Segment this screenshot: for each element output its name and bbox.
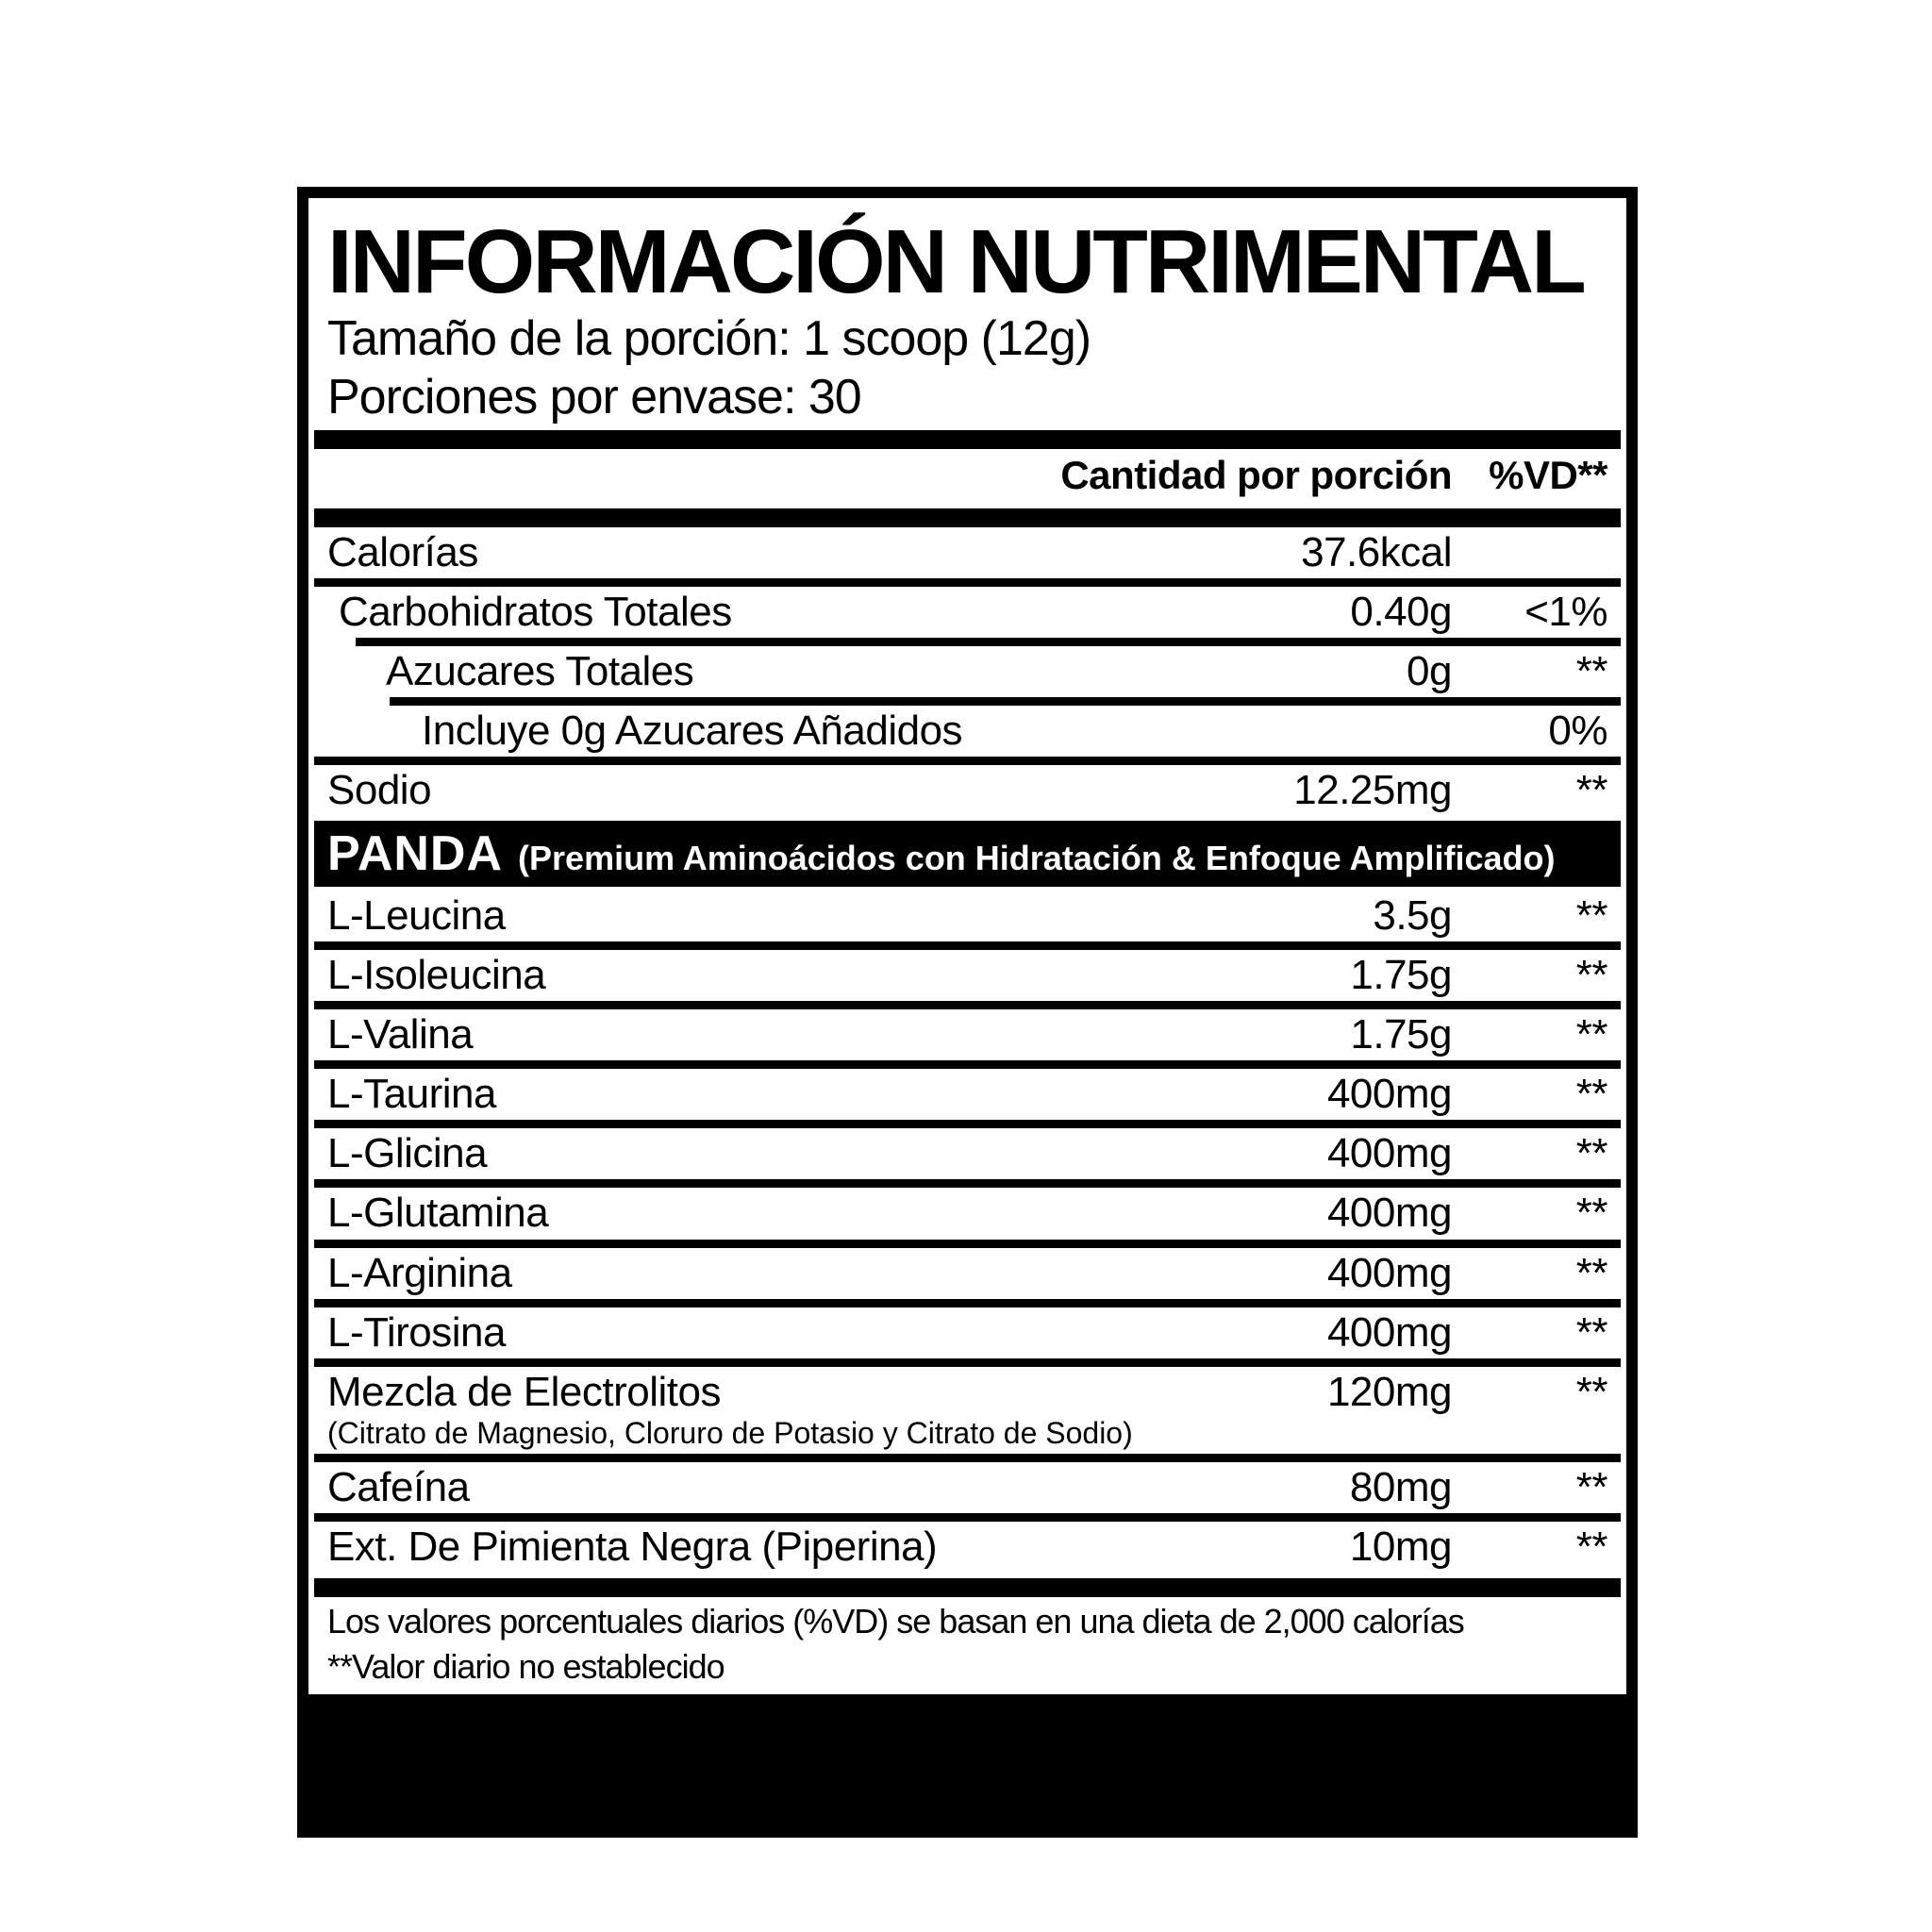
row-amount: 80mg — [1349, 1463, 1452, 1510]
row-amount: 3.5g — [1373, 891, 1452, 939]
row-separator — [356, 638, 1621, 646]
row-separator — [314, 1120, 1621, 1128]
row-amount: 1.75g — [1350, 1010, 1452, 1058]
row-amount: 0g — [1407, 647, 1452, 694]
table-row — [327, 587, 1607, 638]
servings-per-container-line: Porciones por envase: 30 — [327, 370, 861, 425]
row-name: L-Glutamina — [327, 1190, 549, 1237]
row-name — [327, 1371, 1327, 1450]
column-header-amount: Cantidad por porción — [1060, 453, 1452, 498]
row-name: L-Isoleucina — [327, 951, 546, 998]
row-name: Calorías — [327, 528, 478, 575]
row-separator — [314, 941, 1621, 950]
table-row — [327, 527, 1607, 578]
footnote-daily-values: Los valores porcentuales diarios (%VD) se basan en una dieta de 2,000 calorías — [327, 1602, 1464, 1641]
row-amount: 1.75g — [1350, 951, 1452, 998]
separator-bar-thick — [314, 508, 1621, 527]
table-row — [327, 950, 1607, 1001]
row-name: L-Leucina — [327, 891, 506, 939]
table-row — [327, 1128, 1607, 1179]
row-amount: 400mg — [1326, 1130, 1452, 1177]
row-name: Sodio — [327, 767, 432, 814]
row-name: L-Tirosina — [327, 1308, 506, 1356]
row-name: L-Arginina — [327, 1249, 512, 1296]
row-separator — [314, 1001, 1621, 1009]
table-row — [327, 1248, 1607, 1299]
row-amount: 400mg — [1326, 1071, 1452, 1118]
row-name: Azucares Totales — [386, 647, 694, 694]
row-separator — [314, 757, 1621, 765]
row-separator — [314, 1060, 1621, 1069]
row-dv: ** — [1575, 1249, 1607, 1296]
row-name: Carbohidratos Totales — [339, 588, 732, 635]
table-row — [327, 1307, 1607, 1358]
label-title: INFORMACIÓN NUTRIMENTAL — [327, 211, 1584, 312]
row-name: L-Taurina — [327, 1071, 496, 1118]
table-row — [327, 646, 1607, 697]
row-dv: ** — [1575, 767, 1607, 814]
panda-name: PANDA — [327, 825, 504, 881]
row-dv: 0% — [1548, 708, 1607, 755]
row-separator — [314, 1358, 1621, 1367]
column-header-dv: %VD** — [1489, 453, 1607, 498]
table-row — [327, 1367, 1607, 1454]
table-row — [327, 1188, 1607, 1239]
row-name: L-Glicina — [327, 1130, 488, 1177]
nutrition-label — [297, 187, 1638, 1838]
row-name: Cafeína — [327, 1463, 470, 1510]
row-dv: ** — [1575, 647, 1607, 694]
row-separator — [314, 1299, 1621, 1307]
row-name: Incluye 0g Azucares Añadidos — [422, 708, 963, 755]
column-header-row — [327, 449, 1607, 502]
row-separator — [314, 1240, 1621, 1248]
row-dv: ** — [1575, 1308, 1607, 1356]
row-amount: 400mg — [1326, 1190, 1452, 1237]
row-separator — [314, 1454, 1621, 1462]
row-dv: ** — [1575, 951, 1607, 998]
row-amount: 120mg — [1326, 1369, 1452, 1415]
row-dv: ** — [1575, 891, 1607, 939]
row-dv: ** — [1575, 1071, 1607, 1118]
row-dv: ** — [1575, 1463, 1607, 1510]
row-dv: ** — [1575, 1130, 1607, 1177]
row-separator — [314, 578, 1621, 587]
table-row — [327, 765, 1607, 816]
row-amount: 10mg — [1349, 1523, 1452, 1570]
row-dv: ** — [1575, 1190, 1607, 1237]
row-dv: ** — [1575, 1523, 1607, 1570]
bottom-black-band — [308, 1694, 1626, 1826]
electrolyte-blend-note: (Citrato de Magnesio, Cloruro de Potasio y Citrato de Sodio) — [327, 1416, 1133, 1451]
nutrition-label-content — [308, 198, 1626, 1694]
table-row — [327, 1462, 1607, 1513]
row-name-text: Mezcla de Electrolitos — [327, 1369, 721, 1415]
row-amount: 400mg — [1326, 1308, 1452, 1356]
row-dv: <1% — [1524, 588, 1607, 635]
separator-bar-thick — [314, 430, 1621, 449]
row-separator — [314, 1513, 1621, 1522]
row-dv: ** — [1575, 1010, 1607, 1058]
row-name: Ext. De Pimienta Negra (Piperina) — [327, 1523, 938, 1570]
row-separator — [314, 1179, 1621, 1188]
row-amount: 37.6kcal — [1301, 528, 1452, 575]
row-name: L-Valina — [327, 1010, 474, 1058]
panda-description: (Premium Aminoácidos con Hidratación & Enfoque Amplificado) — [518, 838, 1556, 877]
table-row — [327, 706, 1607, 757]
table-row — [327, 891, 1607, 941]
footnote-dv-not-established: **Valor diario no establecido — [327, 1646, 724, 1686]
row-amount: 0.40g — [1350, 588, 1452, 635]
panda-section-header — [314, 821, 1621, 887]
serving-size-line: Tamaño de la porción: 1 scoop (12g) — [327, 311, 1091, 366]
separator-bar-thick — [314, 1578, 1621, 1597]
table-row — [327, 1069, 1607, 1120]
row-amount: 400mg — [1326, 1249, 1452, 1296]
table-row — [327, 1009, 1607, 1060]
table-row — [327, 1522, 1607, 1573]
row-amount: 12.25mg — [1293, 767, 1452, 814]
row-dv: ** — [1575, 1369, 1607, 1415]
row-separator — [390, 697, 1621, 706]
